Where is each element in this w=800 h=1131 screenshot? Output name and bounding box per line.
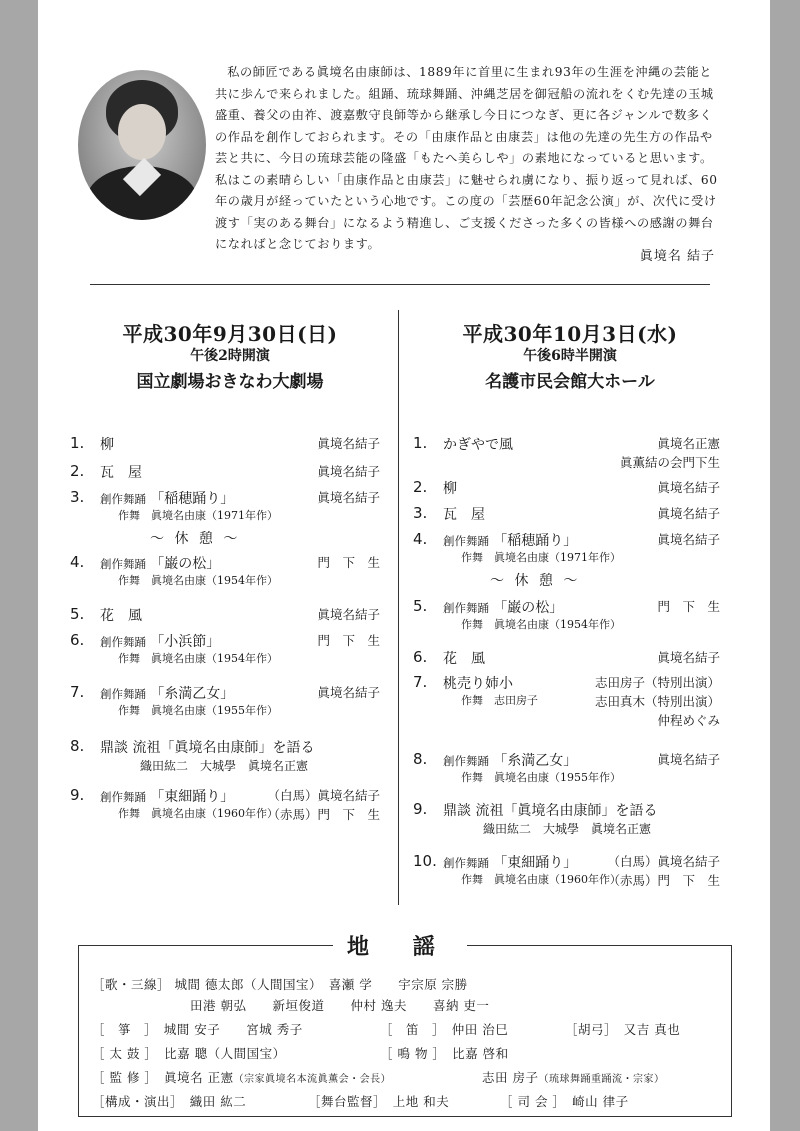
- item-title-text: 柳: [100, 437, 114, 453]
- staff-kanshu: [92, 1068, 391, 1086]
- item-performer-2: （赤馬）門 下 生: [267, 807, 380, 822]
- jiutai-title: 地 謡: [333, 930, 467, 961]
- item-choreo: 作舞 志田房子: [461, 694, 538, 707]
- item-title-text: 「糸満乙女」: [150, 686, 235, 702]
- item-number: 7.: [413, 673, 428, 691]
- item-number: 4.: [413, 530, 428, 548]
- item-performer: 眞境名結子: [317, 464, 380, 479]
- item-number: 9.: [413, 800, 428, 818]
- item-number: 2.: [413, 478, 428, 496]
- item-performer: 門 下 生: [317, 555, 380, 570]
- divider: [90, 284, 710, 285]
- item-title: [100, 737, 314, 757]
- item-title: [100, 488, 234, 508]
- item-performer: 眞境名結子: [657, 532, 720, 547]
- staff-kokyu: ［胡弓］ 又吉 真也: [565, 1022, 681, 1037]
- item-prefix: 創作舞踊: [443, 856, 489, 870]
- item-number: 3.: [70, 488, 85, 506]
- portrait-photo: [78, 70, 206, 220]
- staff-row-uta: [92, 975, 468, 993]
- item-title: [100, 683, 234, 703]
- item-title: [100, 631, 220, 651]
- item-choreo: 作舞 眞境名由康（1955年作）: [461, 771, 621, 784]
- item-prefix: 創作舞踊: [443, 754, 489, 768]
- staff-koto: ［ 箏 ］ 城間 安子 宮城 秀子: [92, 1022, 303, 1037]
- item-title-text: 「稲穂踊り」: [493, 533, 578, 549]
- item-title: [443, 434, 513, 454]
- item-title-text: 瓦 屋: [443, 507, 485, 523]
- item-performer: 志田房子（特別出演）: [594, 675, 720, 690]
- show2-venue: 名護市民会館大ホール: [485, 372, 655, 392]
- item-number: 7.: [70, 683, 85, 701]
- item-title: [443, 648, 485, 668]
- item-performer: 門 下 生: [657, 599, 720, 614]
- item-title-text: 「巌の松」: [150, 556, 221, 572]
- item-title: [443, 478, 457, 498]
- show1-intermission: 〜 休 憩 〜: [150, 531, 241, 547]
- item-number: 10.: [413, 852, 437, 870]
- item-title: [100, 434, 114, 454]
- left-border: [0, 0, 38, 1131]
- staff-kanshu2: [482, 1068, 664, 1086]
- item-number: 3.: [413, 504, 428, 522]
- item-title: [100, 786, 234, 806]
- item-number: 5.: [413, 597, 428, 615]
- item-prefix: 創作舞踊: [100, 790, 146, 804]
- item-performer: 眞境名結子: [657, 650, 720, 665]
- item-prefix: 創作舞踊: [443, 601, 489, 615]
- item-prefix: 創作舞踊: [100, 687, 146, 701]
- item-title: [443, 597, 563, 617]
- item-performer: 眞境名正憲: [657, 436, 720, 451]
- item-title: [443, 800, 657, 820]
- item-performer-2: （赤馬）門 下 生: [607, 873, 720, 888]
- item-prefix: 創作舞踊: [100, 557, 146, 571]
- intro-paragraph: 私の師匠である眞境名由康師は、1889年に首里に生まれ93年の生涯を沖縄の芸能と共に歩んで来られました。組踊、琉球舞踊、沖縄芝居を御冠船の流れをくむ先達の玉城盛重、養父の由祚、渡嘉敷守良師等から継承し今日につなぎ、更に各ジャンルで数多くの作品を創作しておられます。その「由康作品と由康芸」は他の先達の先生方の作品や芸と共に、今日の琉球芸能の隆盛「もたへ美らしや」の素地になっていると思います。私はこの素晴らしい「由康作品と由康芸」に魅せられ虜になり、振り返って見れば、60年の歳月が経っていたという心地です。この度の「芸歴60年記念公演」が、次代に受け渡す「実のある舞台」になるよう精進し、ご支援くださった多くの皆様への感謝の舞台になればと念じております。: [215, 65, 718, 251]
- staff-row-uta2: 田港 朝弘 新垣俊道 仲村 逸夫 喜納 吏一: [190, 998, 490, 1013]
- item-number: 1.: [70, 434, 85, 452]
- staff-fue: ［ 笛 ］ 仲田 治巳: [380, 1022, 509, 1037]
- staff-kosei: ［構成・演出］ 織田 紘二: [92, 1094, 247, 1109]
- item-choreo: 作舞 眞境名由康（1954年作）: [118, 574, 278, 587]
- item-performer: 眞境名結子: [657, 480, 720, 495]
- item-title: [443, 504, 485, 524]
- item-choreo: 作舞 眞境名由康（1955年作）: [118, 704, 278, 717]
- item-title: [100, 553, 220, 573]
- show2-header: [405, 318, 735, 392]
- item-number: 6.: [70, 631, 85, 649]
- item-title-text: 花 風: [443, 651, 485, 667]
- staff-kanshu2-note: （琉球舞踊重踊流・宗家）: [538, 1074, 665, 1085]
- item-panelists: 織田紘二 大城學 眞境名正憲: [483, 822, 652, 836]
- staff-narimono: ［ 鳴 物 ］ 比嘉 啓和: [380, 1046, 509, 1061]
- show1-venue: 国立劇場おきなわ大劇場: [136, 372, 324, 392]
- item-title-text: 鼎談 流祖「眞境名由康師」を語る: [443, 803, 658, 819]
- item-title: [100, 605, 142, 625]
- item-performer: 門 下 生: [317, 633, 380, 648]
- staff-kanshu-note: （宗家眞境名本流眞薫会・会長）: [233, 1074, 392, 1085]
- item-title: [443, 530, 577, 550]
- show2-time: 午後6時半開演: [523, 348, 617, 364]
- item-performer: 眞境名結子: [317, 490, 380, 505]
- show2-intermission: 〜 休 憩 〜: [490, 573, 581, 589]
- item-number: 6.: [413, 648, 428, 666]
- item-number: 9.: [70, 786, 85, 804]
- item-choreo: 作舞 眞境名由康（1971年作）: [461, 551, 621, 564]
- show1-date: 平成30年9月30日(日): [122, 322, 338, 346]
- staff-kanshu2-name: 志田 房子: [482, 1070, 539, 1085]
- item-number: 8.: [70, 737, 85, 755]
- show1-header: [70, 318, 390, 392]
- item-performer: （白馬）眞境名結子: [607, 854, 720, 869]
- item-panelists: 織田紘二 大城學 眞境名正憲: [140, 759, 309, 773]
- item-title-text: かぎやで風: [443, 437, 513, 453]
- item-choreo: 作舞 眞境名由康（1954年作）: [461, 618, 621, 631]
- item-performer: 眞境名結子: [657, 752, 720, 767]
- item-title-text: 瓦 屋: [100, 465, 142, 481]
- item-title-text: 「東細踊り」: [150, 789, 235, 805]
- item-title: [443, 750, 577, 770]
- item-performer: 眞境名結子: [317, 607, 380, 622]
- item-title-text: 「糸満乙女」: [493, 753, 578, 769]
- item-title: [100, 462, 142, 482]
- staff-label: ［歌・三線］: [92, 977, 171, 992]
- intro-text: [215, 62, 720, 256]
- item-performer-2: 眞薫結の会門下生: [619, 455, 720, 470]
- item-number: 5.: [70, 605, 85, 623]
- item-performer-2: 志田真木（特別出演）: [594, 694, 720, 709]
- item-title-text: 「巌の松」: [493, 600, 564, 616]
- item-choreo: 作舞 眞境名由康（1960年作）: [118, 807, 278, 820]
- item-title: [443, 852, 577, 872]
- show1-time: 午後2時開演: [190, 348, 270, 364]
- right-border: [770, 0, 800, 1131]
- item-prefix: 創作舞踊: [100, 635, 146, 649]
- item-performer: （白馬）眞境名結子: [267, 788, 380, 803]
- item-performer: 眞境名結子: [317, 685, 380, 700]
- item-choreo: 作舞 眞境名由康（1960年作）: [461, 873, 621, 886]
- item-choreo: 作舞 眞境名由康（1971年作）: [118, 509, 278, 522]
- item-number: 2.: [70, 462, 85, 480]
- staff-shikai: ［ 司 会 ］ 崎山 律子: [500, 1094, 629, 1109]
- item-number: 8.: [413, 750, 428, 768]
- staff-butai: ［舞台監督］ 上地 和夫: [308, 1094, 450, 1109]
- staff-names: 城間 德太郎（人間国宝） 喜瀬 学 宇宗原 宗勝: [174, 977, 468, 992]
- item-prefix: 創作舞踊: [443, 534, 489, 548]
- item-title-text: 花 風: [100, 608, 142, 624]
- column-divider: [398, 310, 399, 905]
- item-performer: 眞境名結子: [657, 506, 720, 521]
- item-number: 4.: [70, 553, 85, 571]
- item-title-text: 「稲穂踊り」: [150, 491, 235, 507]
- item-choreo: 作舞 眞境名由康（1954年作）: [118, 652, 278, 665]
- show2-date: 平成30年10月3日(水): [462, 322, 678, 346]
- item-title: [443, 673, 513, 693]
- item-title-text: 桃売り姉小: [443, 676, 513, 692]
- staff-taiko: ［ 太 鼓 ］ 比嘉 聰（人間国宝）: [92, 1046, 286, 1061]
- staff-kanshu-name: ［ 監 修 ］ 眞境名 正憲: [92, 1070, 234, 1085]
- signature: 眞境名 結子: [639, 249, 715, 264]
- item-title-text: 柳: [443, 481, 457, 497]
- item-title-text: 鼎談 流祖「眞境名由康師」を語る: [100, 740, 315, 756]
- item-title-text: 「小浜節」: [150, 634, 221, 650]
- item-performer-3: 仲程めぐみ: [657, 713, 720, 728]
- item-number: 1.: [413, 434, 428, 452]
- item-title-text: 「東細踊り」: [493, 855, 578, 871]
- item-prefix: 創作舞踊: [100, 492, 146, 506]
- item-performer: 眞境名結子: [317, 436, 380, 451]
